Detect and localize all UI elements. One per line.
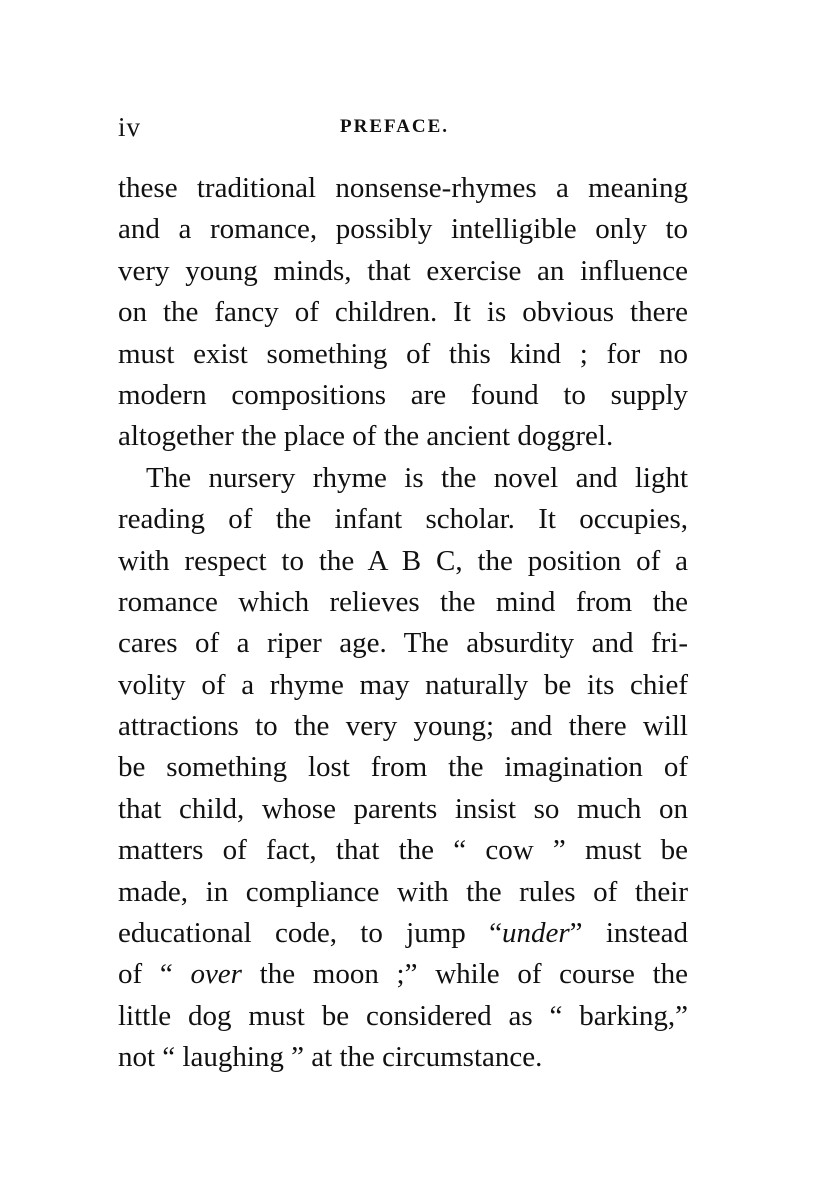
text-line: romance which relieves the mind from the bbox=[118, 585, 688, 618]
text-segment: instead bbox=[605, 917, 689, 950]
text-line: altogether the place of the ancient doggrel. bbox=[118, 420, 614, 453]
text-line: must exist something of this kind ; for no bbox=[118, 337, 688, 370]
text-line: be something lost from the imagination of bbox=[118, 751, 688, 784]
text-line: attractions to the very young; and there will bbox=[118, 710, 688, 743]
page-number: iv bbox=[118, 112, 142, 142]
text-line: not “ laughing ” at the circumstance. bbox=[118, 1041, 543, 1074]
text-line: on the fancy of children. It is obvious there bbox=[118, 296, 688, 329]
text-line: very young minds, that exercise an influence bbox=[118, 254, 688, 287]
page-header bbox=[118, 112, 688, 146]
text-line: modern compositions are found to supply bbox=[118, 378, 688, 411]
text-line: and a romance, possibly intelligible only to bbox=[118, 213, 688, 246]
text-line: The nursery rhyme is the novel and light bbox=[146, 461, 688, 494]
text-segment: the moon ;” while of course the bbox=[259, 958, 688, 991]
text-line: with respect to the A B C, the position of a bbox=[118, 544, 688, 577]
italic-word: over bbox=[190, 958, 242, 991]
italic-word: under bbox=[501, 917, 570, 950]
running-title: PREFACE. bbox=[340, 116, 450, 137]
paragraph-2 bbox=[118, 458, 688, 1079]
text-line: these traditional nonsense-rhymes a meaning bbox=[118, 172, 688, 204]
text-line: reading of the infant scholar. It occupies, bbox=[118, 503, 688, 536]
text-line: volity of a rhyme may naturally be its chief bbox=[118, 668, 688, 701]
text-line-with-italic: educational code, to jump “under” instead bbox=[118, 917, 689, 950]
text-line: matters of fact, that the “ cow ” must be bbox=[118, 834, 688, 867]
body-text bbox=[118, 168, 688, 1079]
text-line: made, in compliance with the rules of their bbox=[118, 875, 688, 908]
paragraph-1 bbox=[118, 168, 688, 458]
text-line: that child, whose parents insist so much on bbox=[118, 792, 688, 825]
text-line-with-italic bbox=[118, 954, 688, 995]
text-line: cares of a riper age. The absurdity and fri- bbox=[118, 627, 688, 660]
text-segment: educational code, to jump bbox=[118, 917, 466, 950]
text-line: little dog must be considered as “ barking,” bbox=[118, 999, 688, 1032]
text-segment: of “ bbox=[118, 958, 173, 991]
